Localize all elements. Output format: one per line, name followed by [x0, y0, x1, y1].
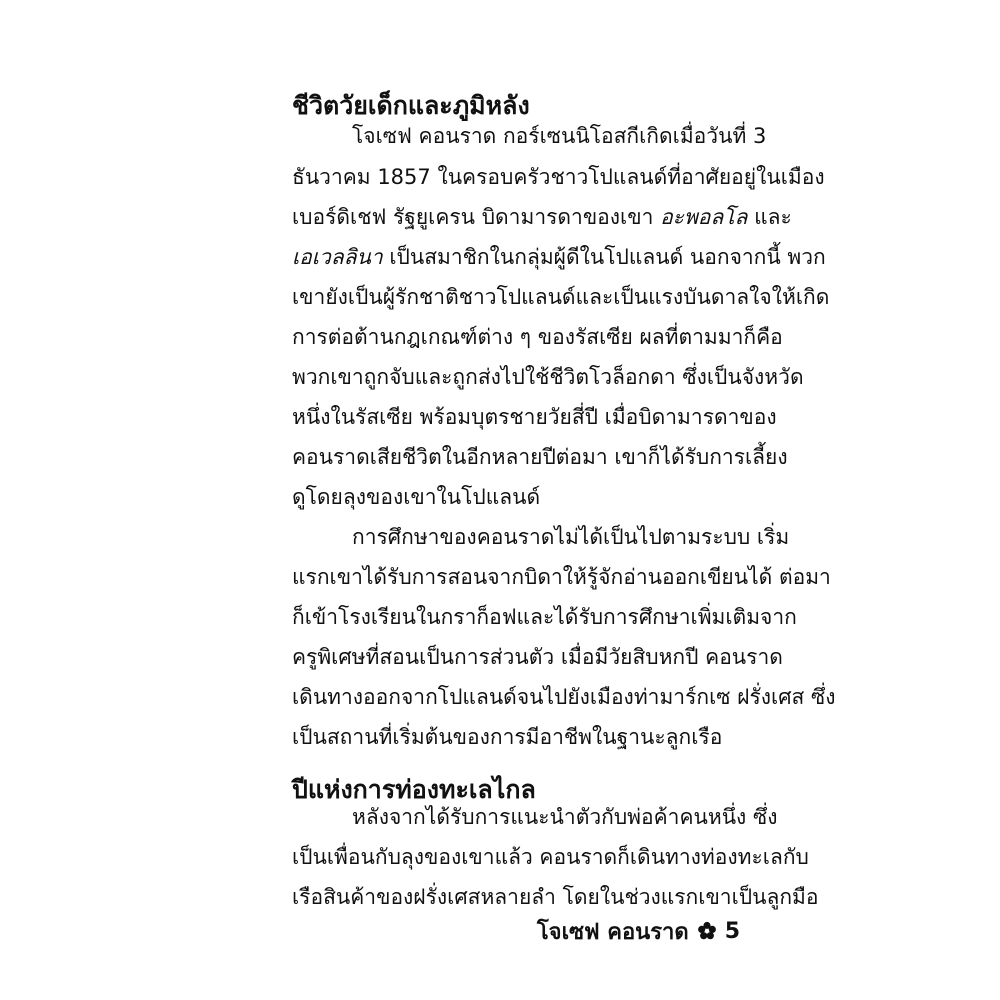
- flower-icon: [697, 921, 717, 941]
- paragraph-line: เดินทางออกจากโปแลนด์จนไปยังเมืองท่ามาร์กเซ ฝรั่งเศส ซึ่ง: [292, 685, 836, 709]
- paragraph-line: หลังจากได้รับการแนะนำตัวกับพ่อค้าคนหนึ่ง ซึ่ง: [352, 805, 778, 829]
- footer-title: โจเซฟ คอนราด: [536, 919, 689, 945]
- name-apollo: อะพอลโล: [660, 205, 748, 229]
- paragraph-line-with-names: [292, 197, 792, 237]
- paragraph-line: ดูโดยลุงของเขาในโปแลนด์: [292, 485, 541, 509]
- paragraph-line: คอนราดเสียชีวิตในอีกหลายปีต่อมา เขาก็ได้รับการเลี้ยง: [292, 445, 788, 469]
- paragraph-line: พวกเขาถูกจับและถูกส่งไปใช้ชีวิตโวล็อกดา ซึ่งเป็นจังหวัด: [292, 365, 804, 389]
- paragraph-line: โจเซฟ คอนราด กอร์เซนนิโอสกีเกิดเมื่อวันที่ 3: [352, 124, 767, 148]
- paragraph-line: การต่อต้านกฎเกณฑ์ต่าง ๆ ของรัสเซีย ผลที่ตามมาก็คือ: [292, 325, 783, 349]
- page-number: 5: [724, 918, 740, 944]
- paragraph-line: เรือสินค้าของฝรั่งเศสหลายลำ โดยในช่วงแรกเขาเป็นลูกมือ: [292, 885, 819, 909]
- paragraph-line-with-name: [292, 237, 826, 277]
- paragraph-line: ครูพิเศษที่สอนเป็นการส่วนตัว เมื่อมีวัยสิบหกปี คอนราด: [292, 645, 783, 669]
- page-footer: [536, 914, 740, 948]
- paragraph-line: เป็นเพื่อนกับลุงของเขาแล้ว คอนราดก็เดินทางท่องทะเลกับ: [292, 845, 809, 869]
- section-heading-childhood: ชีวิตวัยเด็กและภูมิหลัง: [292, 91, 530, 120]
- section-heading-sea-years: ปีแห่งการท่องทะเลไกล: [292, 775, 536, 804]
- paragraph-line: ธันวาคม 1857 ในครอบครัวชาวโปแลนด์ที่อาศัยอยู่ในเมือง: [292, 165, 825, 189]
- name-ewelina: เอเวลลินา: [292, 245, 383, 269]
- paragraph-line: การศึกษาของคอนราดไม่ได้เป็นไปตามระบบ เริ่ม: [352, 525, 790, 549]
- text-segment: เบอร์ดิเชฟ รัฐยูเครน บิดามารดาของเขา: [292, 205, 654, 229]
- text-segment: และ: [754, 205, 792, 229]
- text-segment: เป็นสมาชิกในกลุ่มผู้ดีในโปแลนด์ นอกจากนี้ พวก: [389, 245, 826, 269]
- paragraph-line: หนึ่งในรัสเซีย พร้อมบุตรชายวัยสี่ปี เมื่อบิดามารดาของ: [292, 405, 777, 429]
- paragraph-line: เป็นสถานที่เริ่มต้นของการมีอาชีพในฐานะลูกเรือ: [292, 725, 723, 749]
- paragraph-line: เขายังเป็นผู้รักชาติชาวโปแลนด์และเป็นแรงบันดาลใจให้เกิด: [292, 285, 830, 309]
- paragraph-line: แรกเขาได้รับการสอนจากบิดาให้รู้จักอ่านออกเขียนได้ ต่อมา: [292, 565, 831, 589]
- paragraph-line: ก็เข้าโรงเรียนในกราก็อฟและได้รับการศึกษาเพิ่มเติมจาก: [292, 605, 797, 629]
